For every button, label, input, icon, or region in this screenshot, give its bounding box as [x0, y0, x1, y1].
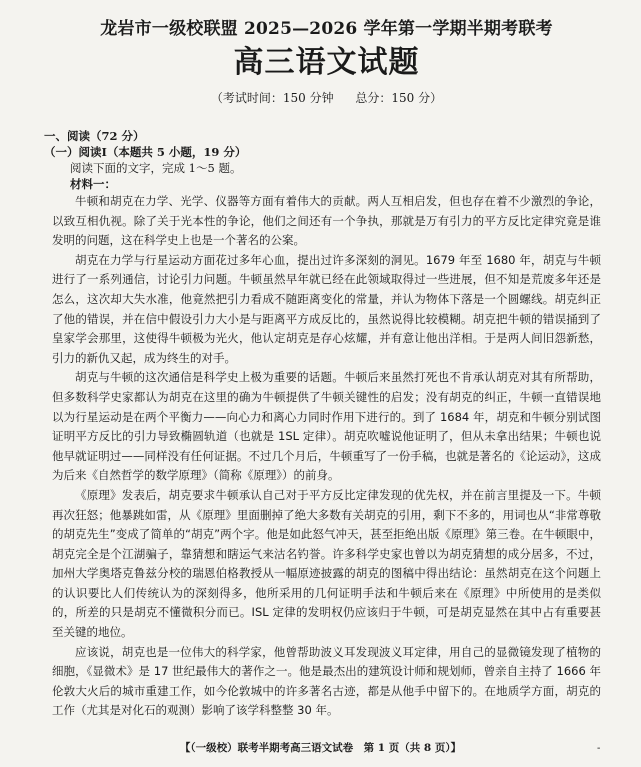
subject-title: 高三语文试题	[233, 45, 420, 80]
paragraph: 胡克与牛顿的这次通信是科学史上极为重要的话题。牛顿后来虽然打死也不肯承认胡克对其有所帮助，但多数科学史家都认为胡克在这里的确为牛顿提供了牛顿关键性的启发；没有胡克的纠正，牛顿一直错误地以为行星运动是在两个平衡力——向心力和离心力同时作用下进行的。到了 1684 年，胡克和牛顿分别试图证明平方反比的引力导致椭圆轨道（也就是 1SL 定律）。胡克吹嘘说他证明了，但从未拿出结果；牛顿也说他早就证明过——同样没有任何证据。不过几个月后，牛顿重写了一份手稿，也就是著名的《论运动》，这成为后来《自然哲学的数学原理》（简称《原理》）的前身。	[52, 370, 601, 483]
subsection-title: （一）阅读Ⅰ（本题共 5 小题，19 分）	[44, 145, 247, 159]
exam-info	[52, 90, 601, 106]
footer-mark: -	[597, 743, 601, 754]
material-label: 材料一：	[70, 177, 116, 191]
paragraph: 《原理》发表后，胡克要求牛顿承认自己对于平方反比定律发现的优先权，并在前言里提及一下。牛顿再次狂怒；他暴跳如雷，从《原理》里面删掉了绝大多数有关胡克的引用，剩下不多的，用词也从“非常尊敬的胡克先生”变成了简单的“胡克”两个字。他是如此怒气冲天，甚至拒绝出版《原理》第三卷。在牛顿眼中，胡克完全是个江湖骗子，靠猜想和瞎运气来沽名钓誉。许多科学史家也曾以为胡克猜想的成分居多，不过，加州大学奥塔克鲁兹分校的瑞恩伯格教授从一幅原迹披露的胡克的图稿中得出结论：虽然胡克在这个问题上的认识要比人们传统认为的深刻得多，他所采用的几何证明手法和牛顿后来在《原理》中所使用的是类似的，所差的只是胡克不懂微积分而已。ISL 定律的发明权仍应该归于牛顿，可是胡克显然在其中占有重要甚至关键的地位。	[52, 487, 601, 640]
exam-title: 龙岩市一级校联盟 2025—2026 学年第一学期半期考联考	[100, 19, 553, 39]
paragraph: 胡克在力学与行星运动方面花过多年心血，提出过许多深刻的洞见。1679 年至 1680 年，胡克与牛顿进行了一系列通信，讨论引力问题。牛顿虽然早年就已经在此领域取得过一些进展，但不知是荒废多年还是怎么，这次却大失水准，他竟然把引力看成不随距离变化的常量，并认为物体下落是一个圆螺线。胡克纠正了他的错误，并在信中假设引力大小是与距离平方成反比的，虽然说得比较模糊。胡克把牛顿的错误捅到了皇家学会那里，这使得牛顿极为光火，他认定胡克是存心炫耀，并有意让他出洋相。于是两人间旧怨新愁，引力的新仇又起，成为终生的对手。	[52, 252, 601, 365]
paragraph: 应该说，胡克也是一位伟大的科学家，他曾帮助波义耳发现波义耳定律，用自己的显微镜发现了植物的细胞，《显微术》是 17 世纪最伟大的著作之一。他是最杰出的建筑设计师和规划师，曾亲自主持了 1666 年伦敦大火后的城市重建工作，如今伦敦城中的许多著名古迹，都是从他手中留下的。在地质学方面，胡克的工作（尤其是对化石的观测）影响了该学科整整 30 年。	[52, 644, 601, 718]
page-footer: 【（一级校）联考半期考高三语文试卷 第 1 页（共 8 页）】	[179, 742, 462, 754]
section-title: 一、阅读（72 分）	[44, 129, 145, 143]
score-info: 总分：150 分）	[355, 91, 443, 105]
time-info: （考试时间：150 分钟	[210, 91, 334, 105]
passage-body	[52, 192, 601, 721]
paragraph: 牛顿和胡克在力学、光学、仪器等方面有着伟大的贡献。两人互相启发，但也存在着不少激烈的争论，以致互相仇视。除了关于光本性的争论，他们之间还有一个争执，那就是万有引力的平方反比定律究竟是谁发明的问题，这在科学史上也是一个著名的公案。	[52, 194, 601, 248]
instruction: 阅读下面的文字，完成 1～5 题。	[70, 161, 242, 175]
